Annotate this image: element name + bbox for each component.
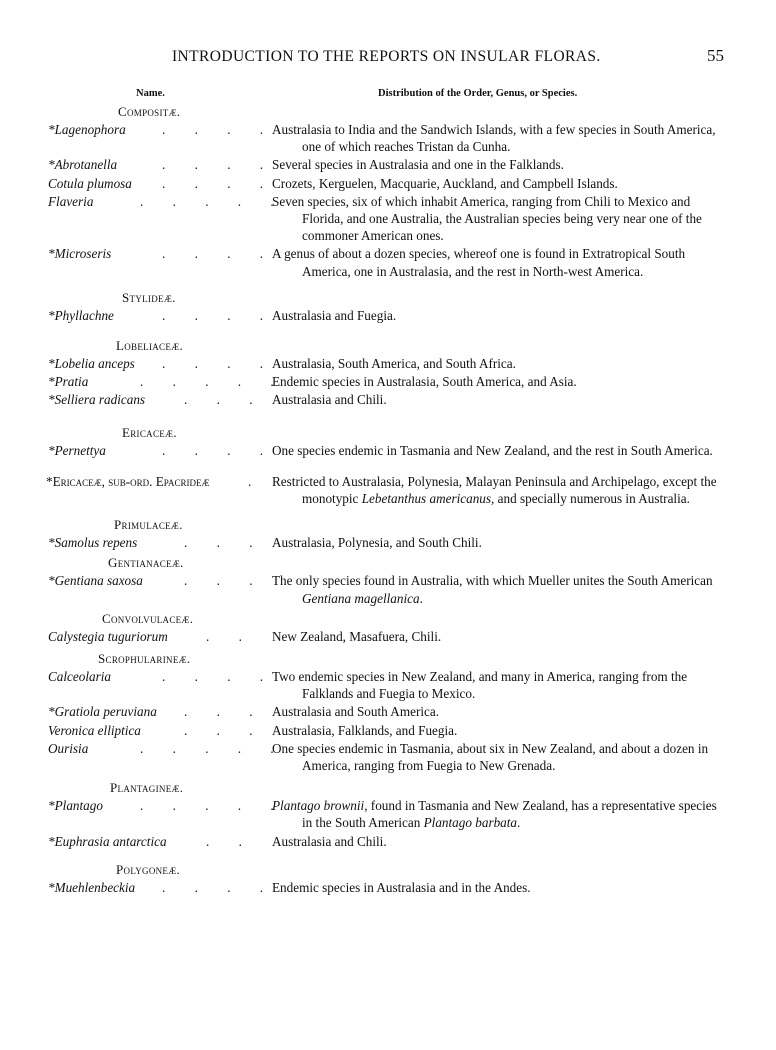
species-name-cell xyxy=(0,175,277,192)
table-row xyxy=(0,391,776,408)
species-name-cell xyxy=(0,193,287,245)
distribution-cell xyxy=(272,373,728,390)
distribution-text xyxy=(272,797,728,831)
distribution-fragment: . xyxy=(517,815,521,831)
species-name: Calceolaria xyxy=(48,669,112,685)
distribution-fragment: Restricted to Australasia, Polynesia, Malayan Peninsula and Archipelago, except the monotypic xyxy=(272,473,717,507)
distribution-text: Two endemic species in New Zealand, and many in America, ranging from the Falklands and Fuegia to Mexico. xyxy=(272,669,688,702)
distribution-text: Australasia and Chili. xyxy=(272,392,387,408)
order-heading xyxy=(0,102,776,121)
distribution-cell xyxy=(272,175,728,192)
order-heading xyxy=(0,649,776,668)
leader-dots: . . . . . xyxy=(140,374,287,390)
species-name-cell xyxy=(0,668,277,702)
distribution-text: Australasia, Polynesia, and South Chili. xyxy=(272,535,482,551)
species-name: Ourisia xyxy=(48,740,89,756)
order-name: Lobeliaceæ. xyxy=(116,338,183,354)
order-heading xyxy=(0,553,776,572)
distribution-text: Australasia and Chili. xyxy=(272,833,387,849)
leader-dots: . . . . . xyxy=(140,798,287,814)
species-name-cell xyxy=(0,703,266,720)
distribution-fragment: . xyxy=(419,590,423,606)
distribution-cell xyxy=(272,879,728,896)
table-row xyxy=(0,373,776,390)
section-gap xyxy=(0,459,776,473)
distribution-text: Seven species, six of which inhabit America, ranging from Chili to Mexico and Florida, and one Australia, the Australian species being very near one of the commoner American ones. xyxy=(272,193,702,244)
section-gap xyxy=(0,507,776,515)
order-name: Stylideæ. xyxy=(122,289,176,305)
leader-dots: . . xyxy=(206,833,255,849)
table-row xyxy=(0,879,776,896)
leader-dots: . . . . xyxy=(162,356,277,372)
distribution-text: One species endemic in Tasmania and New Zealand, and the rest in South America. xyxy=(272,442,713,458)
species-name-cell xyxy=(0,307,277,324)
species-name-cell xyxy=(0,156,277,173)
order-name: Convolvulaceæ. xyxy=(102,610,194,626)
species-name: *Pernettya xyxy=(48,442,106,458)
species-name-cell xyxy=(0,833,255,850)
column-header-name: Name. xyxy=(136,88,165,99)
species-name: Flaveria xyxy=(48,193,94,209)
table-row xyxy=(0,156,776,173)
species-name-cell xyxy=(0,355,277,372)
species-name: *Ericaceæ, sub-ord. Epacrideæ xyxy=(46,473,210,489)
species-name: *Gratiola peruviana xyxy=(48,704,157,720)
table-row xyxy=(0,307,776,324)
distribution-cell xyxy=(272,668,728,702)
distribution-cell xyxy=(272,722,728,739)
page-number: 55 xyxy=(707,46,724,65)
order-heading xyxy=(0,288,776,307)
table-row xyxy=(0,703,776,720)
italic-species-name: Plantago barbata xyxy=(423,815,518,831)
leader-dots: . . . . . xyxy=(140,193,287,209)
leader-dots: . . . . xyxy=(162,442,277,458)
distribution-fragment: , and specially numerous in Australia. xyxy=(491,491,690,507)
table-row xyxy=(0,534,776,551)
leader-dots: . . . xyxy=(184,704,266,720)
order-name: Plantagineæ. xyxy=(110,780,184,796)
italic-species-name: Lebetanthus americanus xyxy=(361,491,492,507)
distribution-text: Several species in Australasia and one in the Falklands. xyxy=(272,157,564,173)
species-name: *Selliera radicans xyxy=(48,392,146,408)
leader-dots: . . . . . xyxy=(140,740,287,756)
column-header-distribution: Distribution of the Order, Genus, or Species. xyxy=(378,88,578,99)
distribution-fragment: The only species found in Australia, with which Mueller unites the South American xyxy=(272,573,713,589)
species-name-cell xyxy=(0,245,277,279)
leader-dots: . . xyxy=(206,628,255,644)
distribution-cell xyxy=(272,193,728,245)
order-heading xyxy=(0,423,776,442)
distribution-text: One species endemic in Tasmania, about six in New Zealand, and about a dozen in America, ranging from Fuegia to New Grenada. xyxy=(272,740,709,774)
order-heading xyxy=(0,515,776,534)
distribution-cell xyxy=(272,121,728,155)
table-row xyxy=(0,628,776,645)
order-name: Compositæ. xyxy=(118,104,181,119)
species-name: *Phyllachne xyxy=(48,307,114,323)
leader-dots: . xyxy=(248,473,265,489)
distribution-cell xyxy=(272,797,728,831)
species-name: *Lagenophora xyxy=(48,122,126,137)
distribution-cell xyxy=(272,740,728,774)
italic-species-name: Plantago brownii xyxy=(272,798,365,814)
distribution-cell xyxy=(272,833,728,850)
section-gap xyxy=(0,850,776,860)
distribution-text xyxy=(272,473,728,507)
distribution-cell xyxy=(272,534,728,551)
species-name: Cotula plumosa xyxy=(48,175,132,191)
distribution-fragment: , found in Tasmania and New Zealand, has a representative species in the South American xyxy=(302,798,717,831)
species-name-cell xyxy=(0,442,277,459)
table-row xyxy=(0,572,776,606)
species-name: *Euphrasia antarctica xyxy=(48,833,167,849)
species-name: Calystegia tuguriorum xyxy=(48,628,168,644)
leader-dots: . . . . xyxy=(162,669,277,685)
leader-dots: . . . . xyxy=(162,246,277,262)
distribution-text: Australasia and Fuegia. xyxy=(272,307,397,323)
distribution-cell xyxy=(272,628,728,645)
section-gap xyxy=(0,324,776,336)
table-row xyxy=(0,442,776,459)
distribution-text: A genus of about a dozen species, whereof one is found in Extratropical South America, one in Australasia, and the rest in North-west America. xyxy=(272,246,686,279)
species-name-cell xyxy=(0,373,287,390)
table-row xyxy=(0,355,776,372)
section-gap xyxy=(0,409,776,423)
order-heading xyxy=(0,860,776,879)
species-name-cell xyxy=(0,572,266,606)
distribution-cell xyxy=(272,245,728,279)
leader-dots: . . . xyxy=(184,573,266,589)
species-name-cell xyxy=(0,628,255,645)
distribution-text: New Zealand, Masafuera, Chili. xyxy=(272,628,442,644)
table-row xyxy=(0,740,776,774)
distribution-text: Australasia, South America, and South Africa. xyxy=(272,356,516,372)
distribution-cell xyxy=(272,307,728,324)
italic-species-name: Gentiana magellanica xyxy=(302,590,420,606)
table-row xyxy=(0,833,776,850)
leader-dots: . . . . xyxy=(162,157,277,173)
distribution-text: Australasia, Falklands, and Fuegia. xyxy=(272,722,458,738)
species-name: *Gentiana saxosa xyxy=(48,573,143,589)
leader-dots: . . . . xyxy=(162,122,277,137)
species-name: *Lobelia anceps xyxy=(48,356,135,372)
leader-dots: . . . xyxy=(184,722,266,738)
species-name-cell xyxy=(0,797,287,831)
table-row xyxy=(0,473,776,507)
order-heading xyxy=(0,336,776,355)
table-row xyxy=(0,121,776,155)
species-name: *Pratia xyxy=(48,374,89,390)
order-name: Primulaceæ. xyxy=(114,517,183,533)
species-name-cell xyxy=(0,722,266,739)
species-name: *Microseris xyxy=(48,246,112,262)
table-row xyxy=(0,797,776,831)
leader-dots: . . . . xyxy=(162,307,277,323)
distribution-text: Australasia and South America. xyxy=(272,704,440,720)
order-name: Ericaceæ. xyxy=(122,424,177,440)
species-name: Veronica elliptica xyxy=(48,722,141,738)
species-name: *Samolus repens xyxy=(48,535,138,551)
order-name: Polygoneæ. xyxy=(116,861,181,877)
distribution-cell xyxy=(272,355,728,372)
distribution-cell xyxy=(272,156,728,173)
table-row xyxy=(0,193,776,245)
distribution-cell xyxy=(272,473,728,507)
species-name-cell xyxy=(0,473,265,507)
species-name-cell xyxy=(0,391,266,408)
table-row xyxy=(0,668,776,702)
order-name: Scrophularineæ. xyxy=(98,651,191,667)
distribution-text: Endemic species in Australasia, South America, and Asia. xyxy=(272,374,577,390)
order-name: Gentianaceæ. xyxy=(108,555,184,571)
distribution-table xyxy=(0,102,776,896)
distribution-text xyxy=(272,572,728,606)
running-header xyxy=(0,46,776,70)
leader-dots: . . . xyxy=(184,392,266,408)
order-heading xyxy=(0,609,776,628)
species-name-cell xyxy=(0,534,266,551)
leader-dots: . . . . xyxy=(162,175,277,191)
leader-dots: . . . xyxy=(184,535,266,551)
species-name-cell xyxy=(0,121,277,155)
species-name: *Abrotanella xyxy=(48,157,118,173)
distribution-cell xyxy=(272,391,728,408)
order-heading xyxy=(0,778,776,797)
species-name: *Muehlenbeckia xyxy=(48,879,136,895)
distribution-text: Endemic species in Australasia and in the Andes. xyxy=(272,879,531,895)
distribution-text: Crozets, Kerguelen, Macquarie, Auckland, and Campbell Islands. xyxy=(272,175,618,191)
table-row xyxy=(0,722,776,739)
distribution-text: Australasia to India and the Sandwich Islands, with a few species in South America, one of which reaches Tristan da Cunha. xyxy=(272,122,716,155)
species-name-cell xyxy=(0,879,277,896)
table-row xyxy=(0,175,776,192)
distribution-cell xyxy=(272,572,728,606)
table-row xyxy=(0,245,776,279)
species-name: *Plantago xyxy=(48,798,103,814)
distribution-cell xyxy=(272,703,728,720)
leader-dots: . . . . xyxy=(162,879,277,895)
page-title: INTRODUCTION TO THE REPORTS ON INSULAR FLORAS. xyxy=(172,48,601,65)
distribution-cell xyxy=(272,442,728,459)
species-name-cell xyxy=(0,740,287,774)
section-gap xyxy=(0,280,776,288)
